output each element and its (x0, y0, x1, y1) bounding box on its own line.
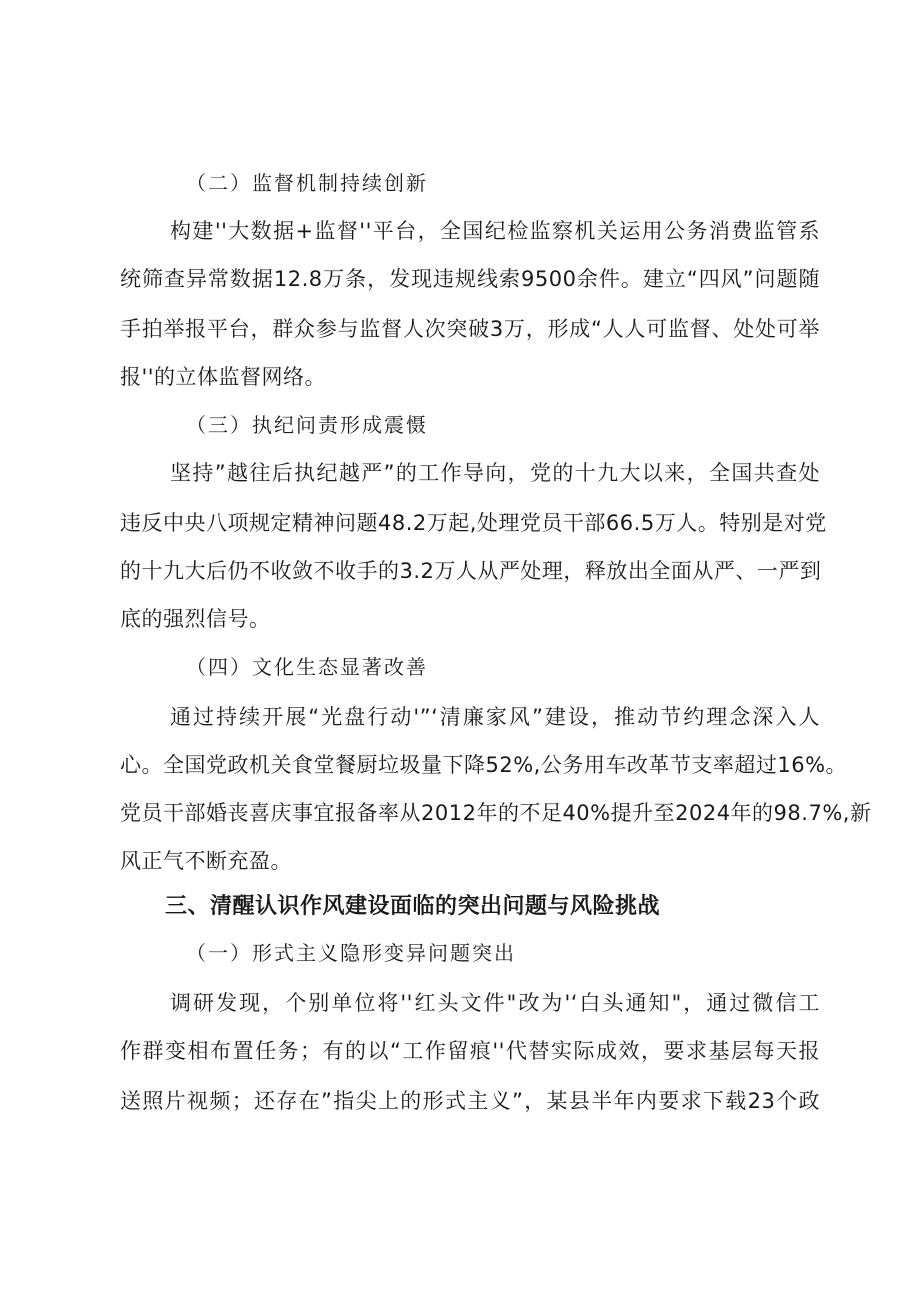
paragraph-line: 通过持续开展“光盘行动'”‘清廉家风”建设，推动节约理念深入人 (170, 705, 820, 729)
paragraph-line: 报''的立体监督网络。 (120, 365, 327, 389)
subheading-discipline-accountability: （三）执纪问责形成震慑 (186, 413, 428, 437)
subheading-formalism: （一）形式主义隐形变异问题突出 (186, 941, 516, 965)
paragraph-line: 心。全国党政机关食堂餐厨垃圾量下降52%,公务用车改革节支率超过16%。 (120, 753, 848, 777)
paragraph-line: 送照片视频；还存在”指尖上的形式主义”，某县半年内要求下载23个政 (120, 1089, 820, 1113)
paragraph-line: 手拍举报平台，群众参与监督人次突破3万，形成“人人可监督、处处可举 (120, 317, 820, 341)
subheading-supervision-mechanism: （二）监督机制持续创新 (186, 171, 428, 195)
paragraph-line: 调研发现，个别单位将''红头文件"改为'‘白头通知"，通过微信工 (170, 991, 820, 1015)
paragraph-line: 统筛查异常数据12.8万条，发现违规线索9500余件。建立“四风”问题随 (120, 267, 820, 291)
paragraph-line: 坚持”越往后执纪越严”的工作导向，党的十九大以来，全国共查处 (170, 461, 820, 485)
paragraph-line: 的十九大后仍不收敛不收手的3.2万人从严处理，释放出全面从严、一严到 (120, 559, 822, 583)
section-heading: 三、清醒认识作风建设面临的突出问题与风险挑战 (165, 894, 661, 919)
paragraph-line: 党员干部婚丧喜庆事宜报备率从2012年的不足40%提升至2024年的98.7%,新 (120, 801, 872, 825)
subheading-cultural-ecology: （四）文化生态显著改善 (186, 655, 428, 679)
paragraph-line: 风正气不断充盈。 (120, 849, 292, 873)
paragraph-line: 构建''大数据+监督''平台，全国纪检监察机关运用公务消费监管系 (170, 219, 820, 243)
paragraph-line: 底的强烈信号。 (120, 607, 271, 631)
paragraph-line: 作群变相布置任务；有的以“工作留痕''代替实际成效，要求基层每天报 (120, 1039, 820, 1063)
paragraph-line: 违反中央八项规定精神问题48.2万起,处理党员干部66.5万人。特别是对党 (120, 511, 827, 535)
